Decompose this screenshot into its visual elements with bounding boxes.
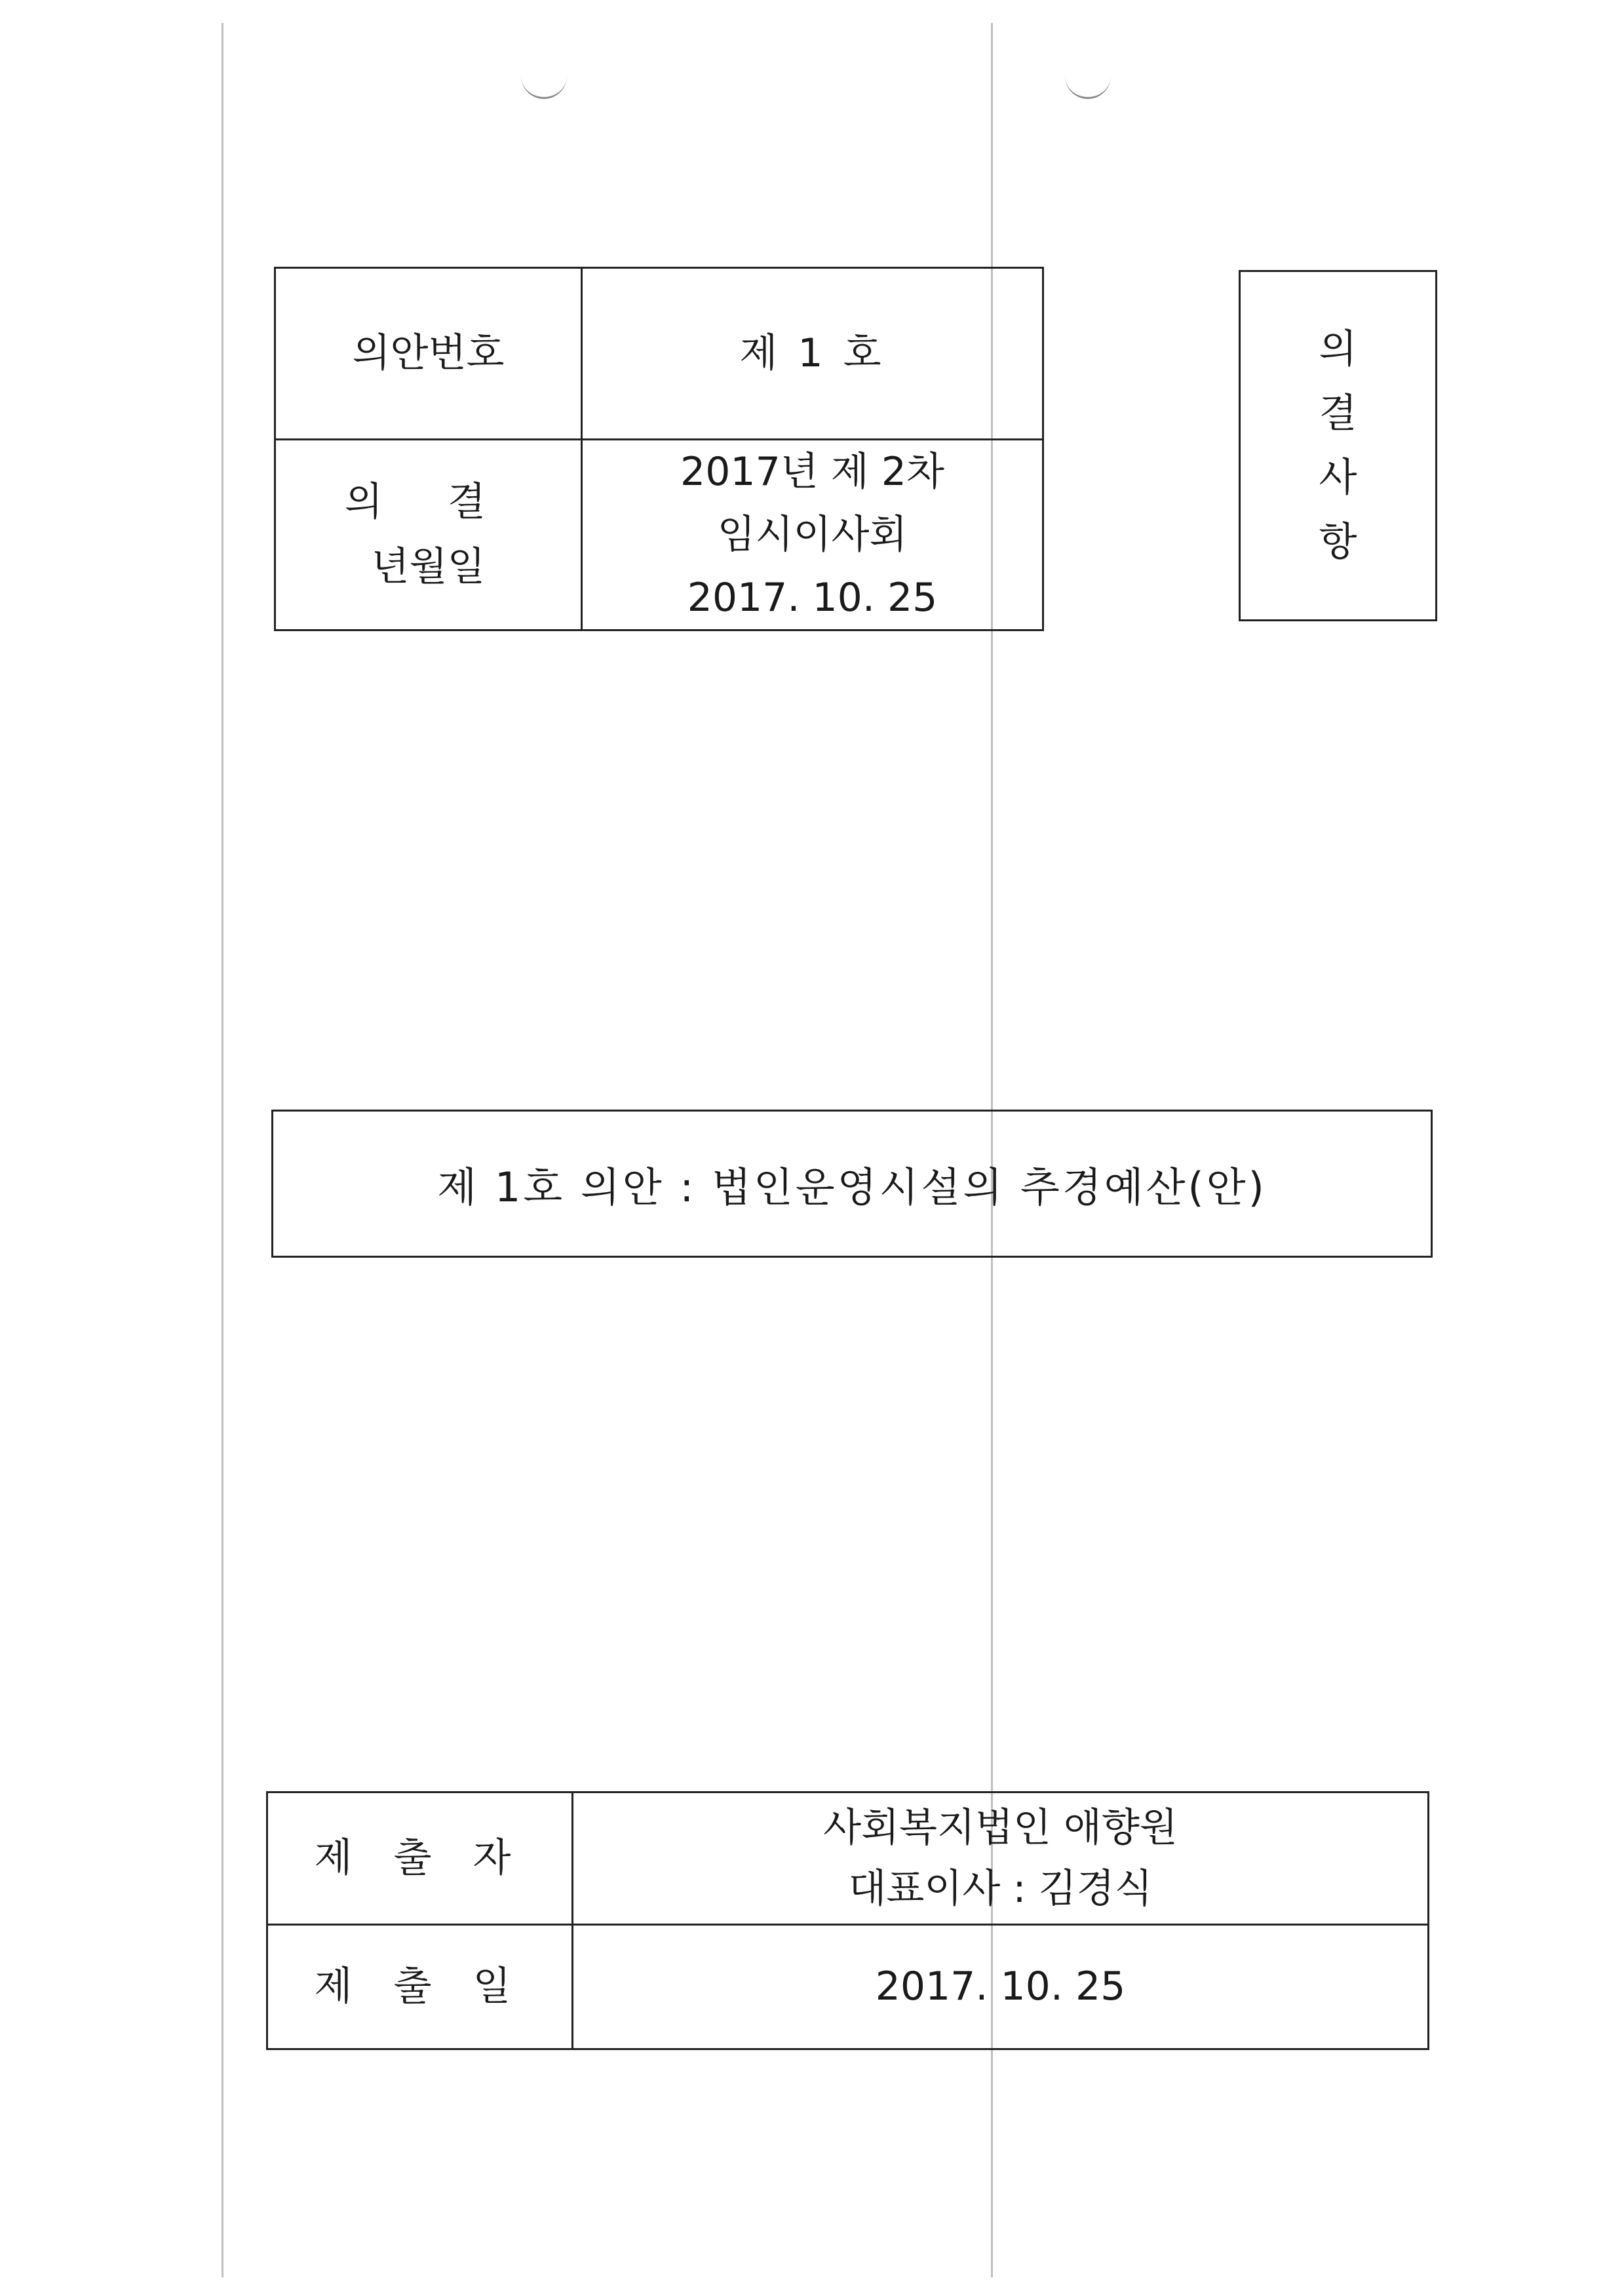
- resolution-date-label-line2: 년월일: [371, 544, 486, 590]
- bill-title: 제 1호 의안 : 법인운영시설의 추경예산(안): [437, 1163, 1267, 1211]
- scan-line-left: [222, 23, 223, 2277]
- resolution-char-3: 사: [1319, 455, 1357, 501]
- resolution-session-text: 2017년 제 2차: [680, 449, 944, 495]
- resolution-date-value: [582, 440, 1043, 630]
- bill-number-label: [275, 268, 582, 440]
- punch-hole-right: [1065, 71, 1111, 99]
- resolution-date-label-line1: 의 결: [345, 479, 512, 525]
- submission-table: [266, 1791, 1429, 2050]
- submitter-organization: 사회복지법인 애향원: [823, 1804, 1178, 1851]
- resolution-char-2: 결: [1319, 391, 1357, 436]
- resolution-char-1: 의: [1319, 326, 1357, 372]
- bill-number-value: [582, 268, 1043, 440]
- resolution-date-text: 2017. 10. 25: [687, 575, 938, 621]
- submission-date-label: [267, 1925, 573, 2049]
- bill-title-box: [271, 1110, 1433, 1258]
- bill-number-value-text: 제 1 호: [739, 330, 885, 376]
- resolution-meeting-text: 임시이사회: [717, 512, 908, 558]
- submission-date-text: 2017. 10. 25: [875, 1964, 1126, 2009]
- resolution-char-4: 항: [1319, 519, 1357, 565]
- submitter-representative: 대표이사 : 김경식: [848, 1865, 1153, 1912]
- submitter-value: [573, 1792, 1429, 1925]
- submitter-label-text: 제 출 자: [314, 1835, 526, 1881]
- submission-date-label-text: 제 출 일: [314, 1964, 526, 2009]
- submission-date-value: [573, 1925, 1429, 2049]
- bill-info-table: [274, 267, 1044, 631]
- resolution-matters-box: [1239, 270, 1437, 621]
- resolution-date-label: [275, 440, 582, 630]
- submitter-label: [267, 1792, 573, 1925]
- bill-number-label-text: 의안번호: [352, 330, 505, 376]
- punch-hole-left: [521, 71, 567, 99]
